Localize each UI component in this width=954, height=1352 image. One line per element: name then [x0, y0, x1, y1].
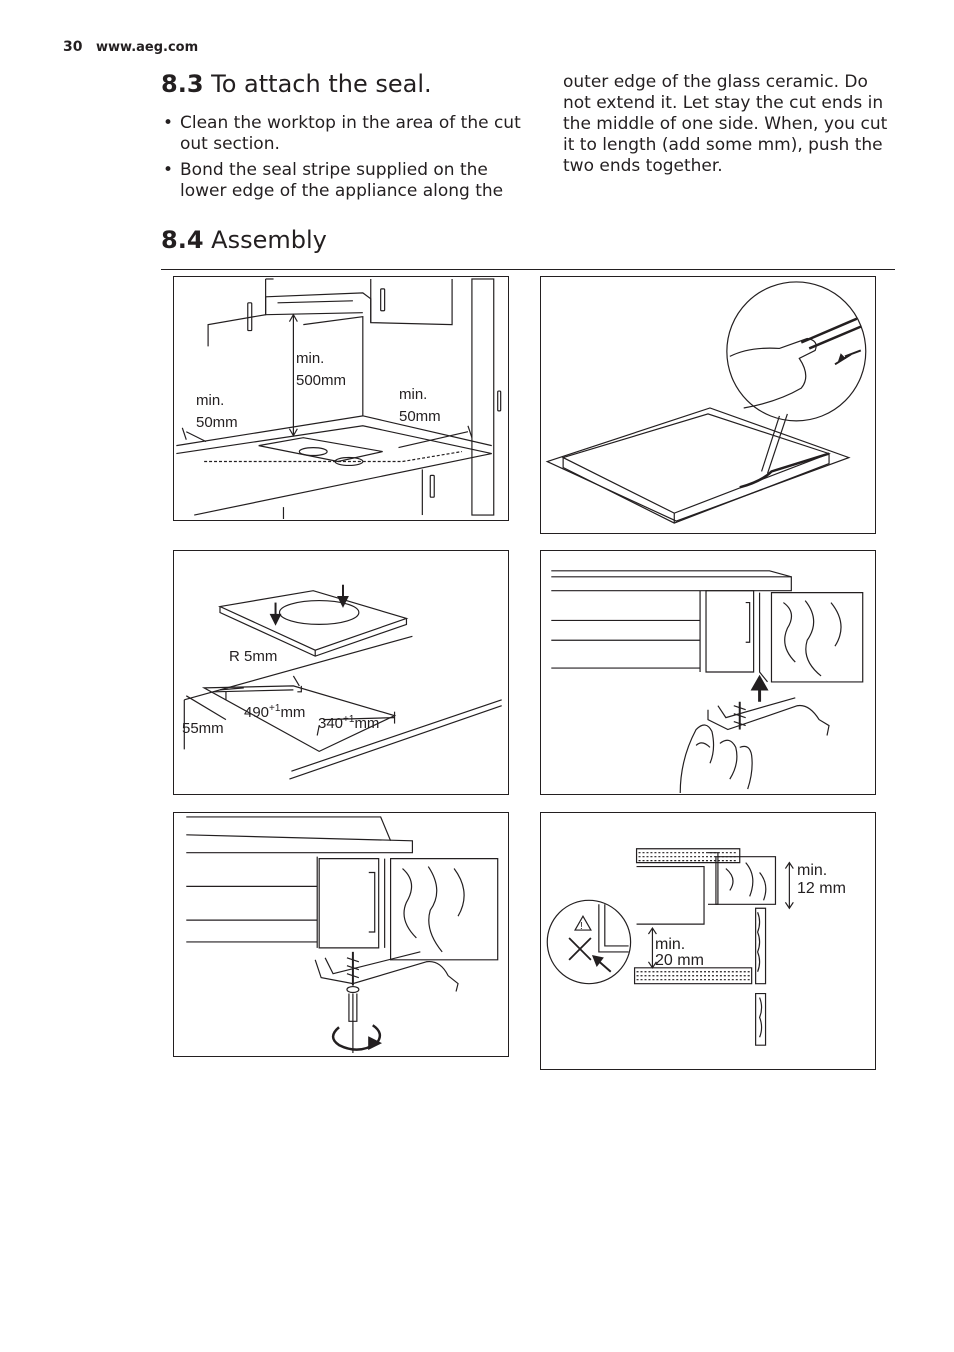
bracket-illustration — [541, 551, 875, 794]
depth-unit: mm — [280, 704, 306, 721]
depth-base: 490 — [244, 704, 270, 721]
depth-tolerance: +1 — [269, 703, 281, 714]
depth-dimension — [244, 703, 305, 721]
top-value-label: 500mm — [296, 372, 347, 389]
figure-cutout — [173, 550, 509, 795]
clearance-labels — [174, 277, 509, 521]
left-min-label: min. — [196, 392, 225, 409]
seal-steps-list — [161, 113, 521, 207]
radius-label: R 5mm — [229, 648, 278, 665]
cutout-labels — [174, 551, 509, 795]
width-tolerance: +1 — [343, 714, 355, 725]
section-divider — [161, 269, 895, 270]
section-number: 8.4 — [161, 226, 204, 254]
section-title: To attach the seal. — [211, 70, 432, 98]
seal-steps-continuation: outer edge of the glass ceramic. Do not extend it. Let stay the cut ends in the middle of one side. When, you cut it to length (add some mm), push the two ends together. — [563, 72, 888, 176]
top-value-label: 12 mm — [797, 880, 846, 897]
clearance-below-labels — [541, 813, 876, 1070]
bottom-min-label: min. — [655, 936, 686, 953]
section-title: Assembly — [211, 226, 327, 254]
figure-seal-stripe — [540, 276, 876, 534]
list-item: • Clean the worktop in the area of the cut out section. — [161, 113, 521, 155]
seal-stripe-illustration — [541, 277, 875, 533]
warning-icon: ! — [580, 921, 583, 932]
fixing-screw-illustration — [174, 813, 508, 1056]
section-8-4-heading — [161, 226, 327, 254]
width-base: 340 — [318, 715, 344, 732]
right-value-label: 50mm — [399, 408, 441, 425]
section-8-3-heading — [161, 70, 432, 98]
page-number: 30 — [63, 39, 83, 55]
list-item: • Bond the seal stripe supplied on the lower edge of the appliance along the — [161, 160, 521, 202]
edge-distance-label: 55mm — [182, 720, 224, 737]
section-number: 8.3 — [161, 70, 204, 98]
top-min-label: min. — [296, 350, 325, 367]
figure-bracket — [540, 550, 876, 795]
bottom-value-label: 20 mm — [655, 952, 704, 969]
website-link[interactable]: www.aeg.com — [96, 40, 199, 55]
right-min-label: min. — [399, 386, 428, 403]
left-value-label: 50mm — [196, 414, 238, 431]
figure-clearance — [173, 276, 509, 521]
width-unit: mm — [354, 715, 380, 732]
figure-clearance-below — [540, 812, 876, 1070]
figure-fixing-screw — [173, 812, 509, 1057]
width-dimension — [318, 714, 379, 732]
top-min-label: min. — [797, 862, 828, 879]
